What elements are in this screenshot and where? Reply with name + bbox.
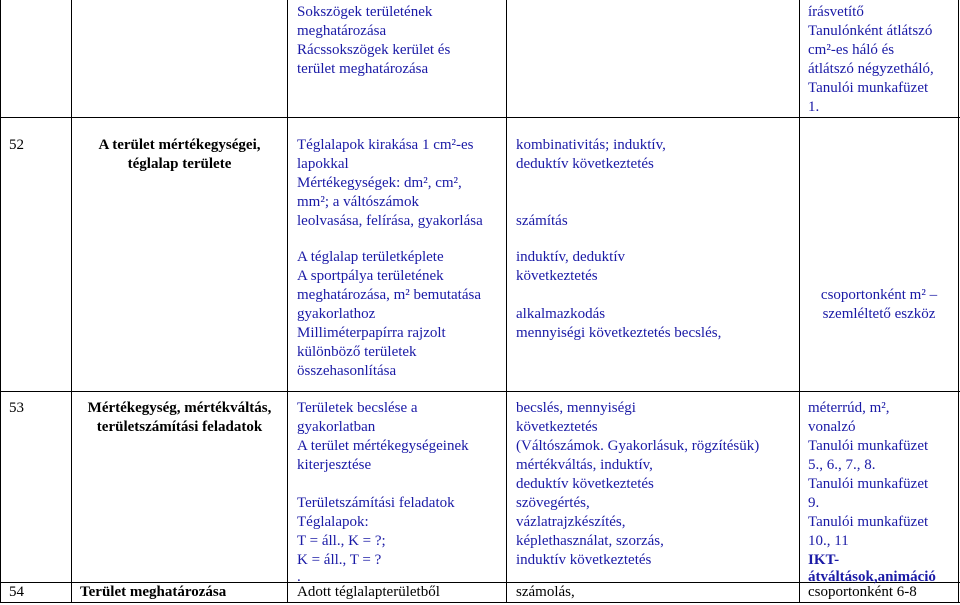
- row53-topic-line-3: A terület mértékegységeinek: [297, 438, 469, 454]
- row53-topic-line-5: [297, 475, 469, 494]
- row54-topic: Adott téglalapterületből: [297, 584, 440, 600]
- row52-skills-b-line-2: következtetés: [516, 268, 598, 284]
- row52-topic-b-line-5: Milliméterpapírra rajzolt: [297, 325, 446, 341]
- row52-topic-a-line-2: lapokkal: [297, 156, 349, 172]
- row52-topic-b-line-6: különböző területek: [297, 344, 417, 360]
- row53-tools-line-3: Tanulói munkafüzet: [808, 438, 929, 454]
- row-divider-top: [0, 117, 960, 118]
- row52-skills-a-line-5: számítás: [516, 213, 568, 229]
- row53-skills-line-3: (Váltószámok. Gyakorlásuk, rögzítésük): [516, 438, 760, 454]
- row53-tools: [808, 399, 936, 584]
- row52-topic-b-line-7: összehasonlítása: [297, 363, 397, 379]
- row52-skills-b-line-4: alkalmazkodás: [516, 306, 606, 322]
- row53-topic-line-4: kiterjesztése: [297, 457, 372, 473]
- row53-topic-line-9: K = áll., T = ?: [297, 552, 382, 568]
- top-tools-cell: [808, 3, 934, 117]
- row53-title: [72, 399, 287, 437]
- column-divider-6: [958, 0, 959, 603]
- row52-topic-a-line-5: leolvasása, felírása, gyakorlása: [297, 213, 483, 229]
- row53-skills-line-4: mértékváltás, induktív,: [516, 457, 653, 473]
- top-topic-line-4: terület meghatározása: [297, 61, 429, 77]
- row53-skills-line-7: vázlatrajzkészítés,: [516, 514, 626, 530]
- row52-skills-b-line-5: mennyiségi következtetés becslés,: [516, 325, 722, 341]
- row52-topic-b-line-4: gyakorlathoz: [297, 306, 376, 322]
- row53-topic: [297, 399, 469, 584]
- top-tools-line-1: írásvetítő: [808, 4, 864, 20]
- top-tools-line-3: cm²-es háló és: [808, 42, 895, 58]
- row53-number: 53: [9, 400, 24, 416]
- row52-topic-b: [297, 248, 481, 381]
- row53-tools-line-2: vonalzó: [808, 419, 856, 435]
- row53-topic-line-1: Területek becslése a: [297, 400, 418, 416]
- row53-title-line-1: Mértékegység, mértékváltás,: [87, 400, 272, 416]
- top-topic-line-3: Rácssokszögek kerület és: [297, 42, 451, 58]
- row52-topic-b-line-2: A sportpálya területének: [297, 268, 444, 284]
- row52-topic-a-line-3: Mértékegységek: dm², cm²,: [297, 175, 462, 191]
- row52-tools-b: [800, 286, 958, 324]
- row54-title: Terület meghatározása: [80, 584, 227, 600]
- row54-skills: számolás,: [516, 584, 575, 600]
- row53-topic-line-2: gyakorlatban: [297, 419, 376, 435]
- row53-skills: [516, 399, 759, 570]
- top-tools-line-6: 1.: [808, 99, 820, 115]
- row53-tools-line-1: méterrúd, m²,: [808, 400, 890, 416]
- top-topic-line-2: meghatározása: [297, 23, 387, 39]
- column-divider-2: [71, 0, 72, 603]
- row53-tools-ikt-line-1: IKT-: [808, 552, 840, 568]
- row52-topic-a-line-1: Téglalapok kirakása 1 cm²-es: [297, 137, 474, 153]
- row53-topic-line-10: .: [297, 569, 301, 585]
- row53-tools-line-6: 9.: [808, 495, 820, 511]
- row52-skills-a-line-1: kombinativitás; induktív,: [516, 137, 666, 153]
- column-divider-1: [0, 0, 1, 603]
- row52-tools-b-line-2: szemléltető eszköz: [822, 306, 936, 322]
- top-tools-line-5: Tanulói munkafüzet: [808, 80, 929, 96]
- row52-skills-b-line-3: [516, 286, 721, 305]
- top-topic-cell: [297, 3, 450, 79]
- row53-skills-line-8: képlethasználat, szorzás,: [516, 533, 664, 549]
- row52-number: 52: [9, 137, 24, 153]
- row53-skills-line-1: becslés, mennyiségi: [516, 400, 636, 416]
- row52-title: [72, 136, 287, 174]
- row53-tools-line-5: Tanulói munkafüzet: [808, 476, 929, 492]
- row52-topic-b-line-3: meghatározása, m² bemutatása: [297, 287, 481, 303]
- top-tools-line-2: Tanulónként átlátszó: [808, 23, 933, 39]
- column-divider-4: [506, 0, 507, 603]
- row53-tools-line-4: 5., 6., 7., 8.: [808, 457, 876, 473]
- row53-skills-line-6: szövegértés,: [516, 495, 590, 511]
- top-topic-line-1: Sokszögek területének: [297, 4, 433, 20]
- row53-topic-line-7: Téglalapok:: [297, 514, 369, 530]
- row52-tools-b-line-1: csoportonként m² –: [820, 287, 938, 303]
- row53-skills-line-5: deduktív következtetés: [516, 476, 654, 492]
- row-divider-bottom: [0, 602, 960, 603]
- row52-skills-a-line-4: [516, 193, 666, 212]
- row52-topic-b-line-1: A téglalap területképlete: [297, 249, 444, 265]
- row52-skills-a: [516, 136, 666, 231]
- row53-title-line-2: területszámítási feladatok: [96, 419, 263, 435]
- top-tools-line-4: átlátszó négyzetháló,: [808, 61, 934, 77]
- row53-tools-line-8: 10., 11: [808, 533, 849, 549]
- row53-topic-line-8: T = áll., K = ?;: [297, 533, 386, 549]
- row52-title-line-2: téglalap területe: [127, 156, 232, 172]
- row53-tools-line-7: Tanulói munkafüzet: [808, 514, 929, 530]
- row53-tools-ikt-line-2: átváltások,animáció: [808, 569, 936, 585]
- row52-topic-a: [297, 136, 483, 231]
- row53-skills-line-2: következtetés: [516, 419, 598, 435]
- row52-title-line-1: A terület mértékegységei,: [98, 137, 261, 153]
- row53-skills-line-9: induktív következtetés: [516, 552, 652, 568]
- row54-number: 54: [9, 584, 24, 600]
- row52-skills-b: [516, 248, 721, 343]
- row52-topic-a-line-4: mm²; a váltószámok: [297, 194, 419, 210]
- row52-skills-b-line-1: induktív, deduktív: [516, 249, 626, 265]
- row53-topic-line-6: Területszámítási feladatok: [297, 495, 455, 511]
- row54-tools: csoportonként 6-8: [808, 584, 917, 600]
- row-divider-53: [0, 391, 960, 392]
- row52-skills-a-line-2: deduktív következtetés: [516, 156, 654, 172]
- column-divider-3: [287, 0, 288, 603]
- row52-skills-a-line-3: [516, 174, 666, 193]
